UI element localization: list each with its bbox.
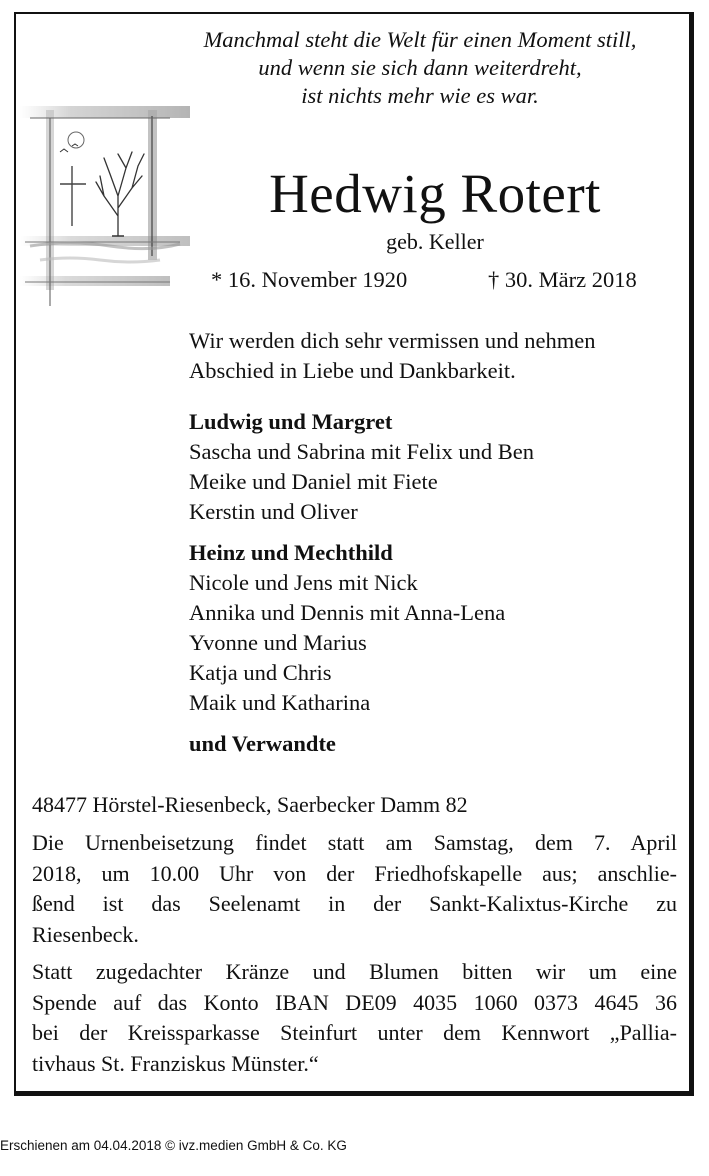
notice-line: tivhaus St. Franziskus Münster.“ bbox=[32, 1050, 319, 1076]
birth-date: * 16. November 1920 bbox=[211, 267, 408, 292]
poem-line: Manchmal steht die Welt für einen Moment still, bbox=[203, 27, 637, 52]
family-member: Annika und Dennis mit Anna-Lena bbox=[189, 600, 506, 625]
relatives-label: und Verwandte bbox=[189, 731, 336, 756]
family-member: Nicole und Jens mit Nick bbox=[189, 570, 418, 595]
death-date: † 30. März 2018 bbox=[488, 267, 637, 292]
notice-line: Statt zugedachter Kränze und Blumen bitten wir um eine bbox=[32, 959, 677, 984]
family-member: Kerstin und Oliver bbox=[189, 499, 358, 524]
notice-line: Die Urnenbeisetzung findet statt am Samstag, dem 7. April bbox=[32, 830, 677, 855]
family-member: Maik und Katharina bbox=[189, 690, 371, 715]
family-group bbox=[189, 407, 689, 527]
address: 48477 Hörstel-Riesenbeck, Saerbecker Damm 82 bbox=[32, 792, 468, 817]
poem bbox=[150, 26, 690, 110]
family-member: Yvonne und Marius bbox=[189, 630, 367, 655]
tree-window-cross-sketch-icon bbox=[20, 96, 190, 314]
notice-line: ßend ist das Seelenamt in der Sankt-Kalixtus-Kirche zu bbox=[32, 891, 677, 916]
notice-line: Spende auf das Konto IBAN DE09 4035 1060 0373 4645 36 bbox=[32, 989, 677, 1015]
birth-name: geb. Keller bbox=[386, 229, 484, 254]
family-head: Ludwig und Margret bbox=[189, 409, 393, 434]
notice-line: bei der Kreissparkasse Steinfurt unter dem Kennwort „Pallia- bbox=[32, 1020, 677, 1045]
message-line: Abschied in Liebe und Dankbarkeit. bbox=[189, 358, 516, 383]
donation-notice bbox=[32, 957, 677, 1079]
deceased-name: Hedwig Rotert bbox=[269, 163, 601, 224]
poem-line: ist nichts mehr wie es war. bbox=[301, 83, 539, 108]
family-group bbox=[189, 538, 689, 718]
family-member: Sascha und Sabrina mit Felix und Ben bbox=[189, 439, 534, 464]
publication-footer: Erschienen am 04.04.2018 © ivz.medien GmbH & Co. KG bbox=[0, 1138, 347, 1153]
notice-line: Riesenbeck. bbox=[32, 921, 139, 947]
family-head: Heinz und Mechthild bbox=[189, 540, 393, 565]
farewell-message bbox=[189, 326, 689, 386]
notice-line: 2018, um 10.00 Uhr von der Friedhofskapelle aus; anschlie- bbox=[32, 860, 677, 886]
relatives bbox=[189, 729, 689, 759]
funeral-notice bbox=[32, 828, 677, 950]
message-line: Wir werden dich sehr vermissen und nehmen bbox=[189, 328, 596, 353]
family-member: Meike und Daniel mit Fiete bbox=[189, 469, 438, 494]
poem-line: und wenn sie sich dann weiterdreht, bbox=[258, 55, 582, 80]
family-member: Katja und Chris bbox=[189, 660, 332, 685]
